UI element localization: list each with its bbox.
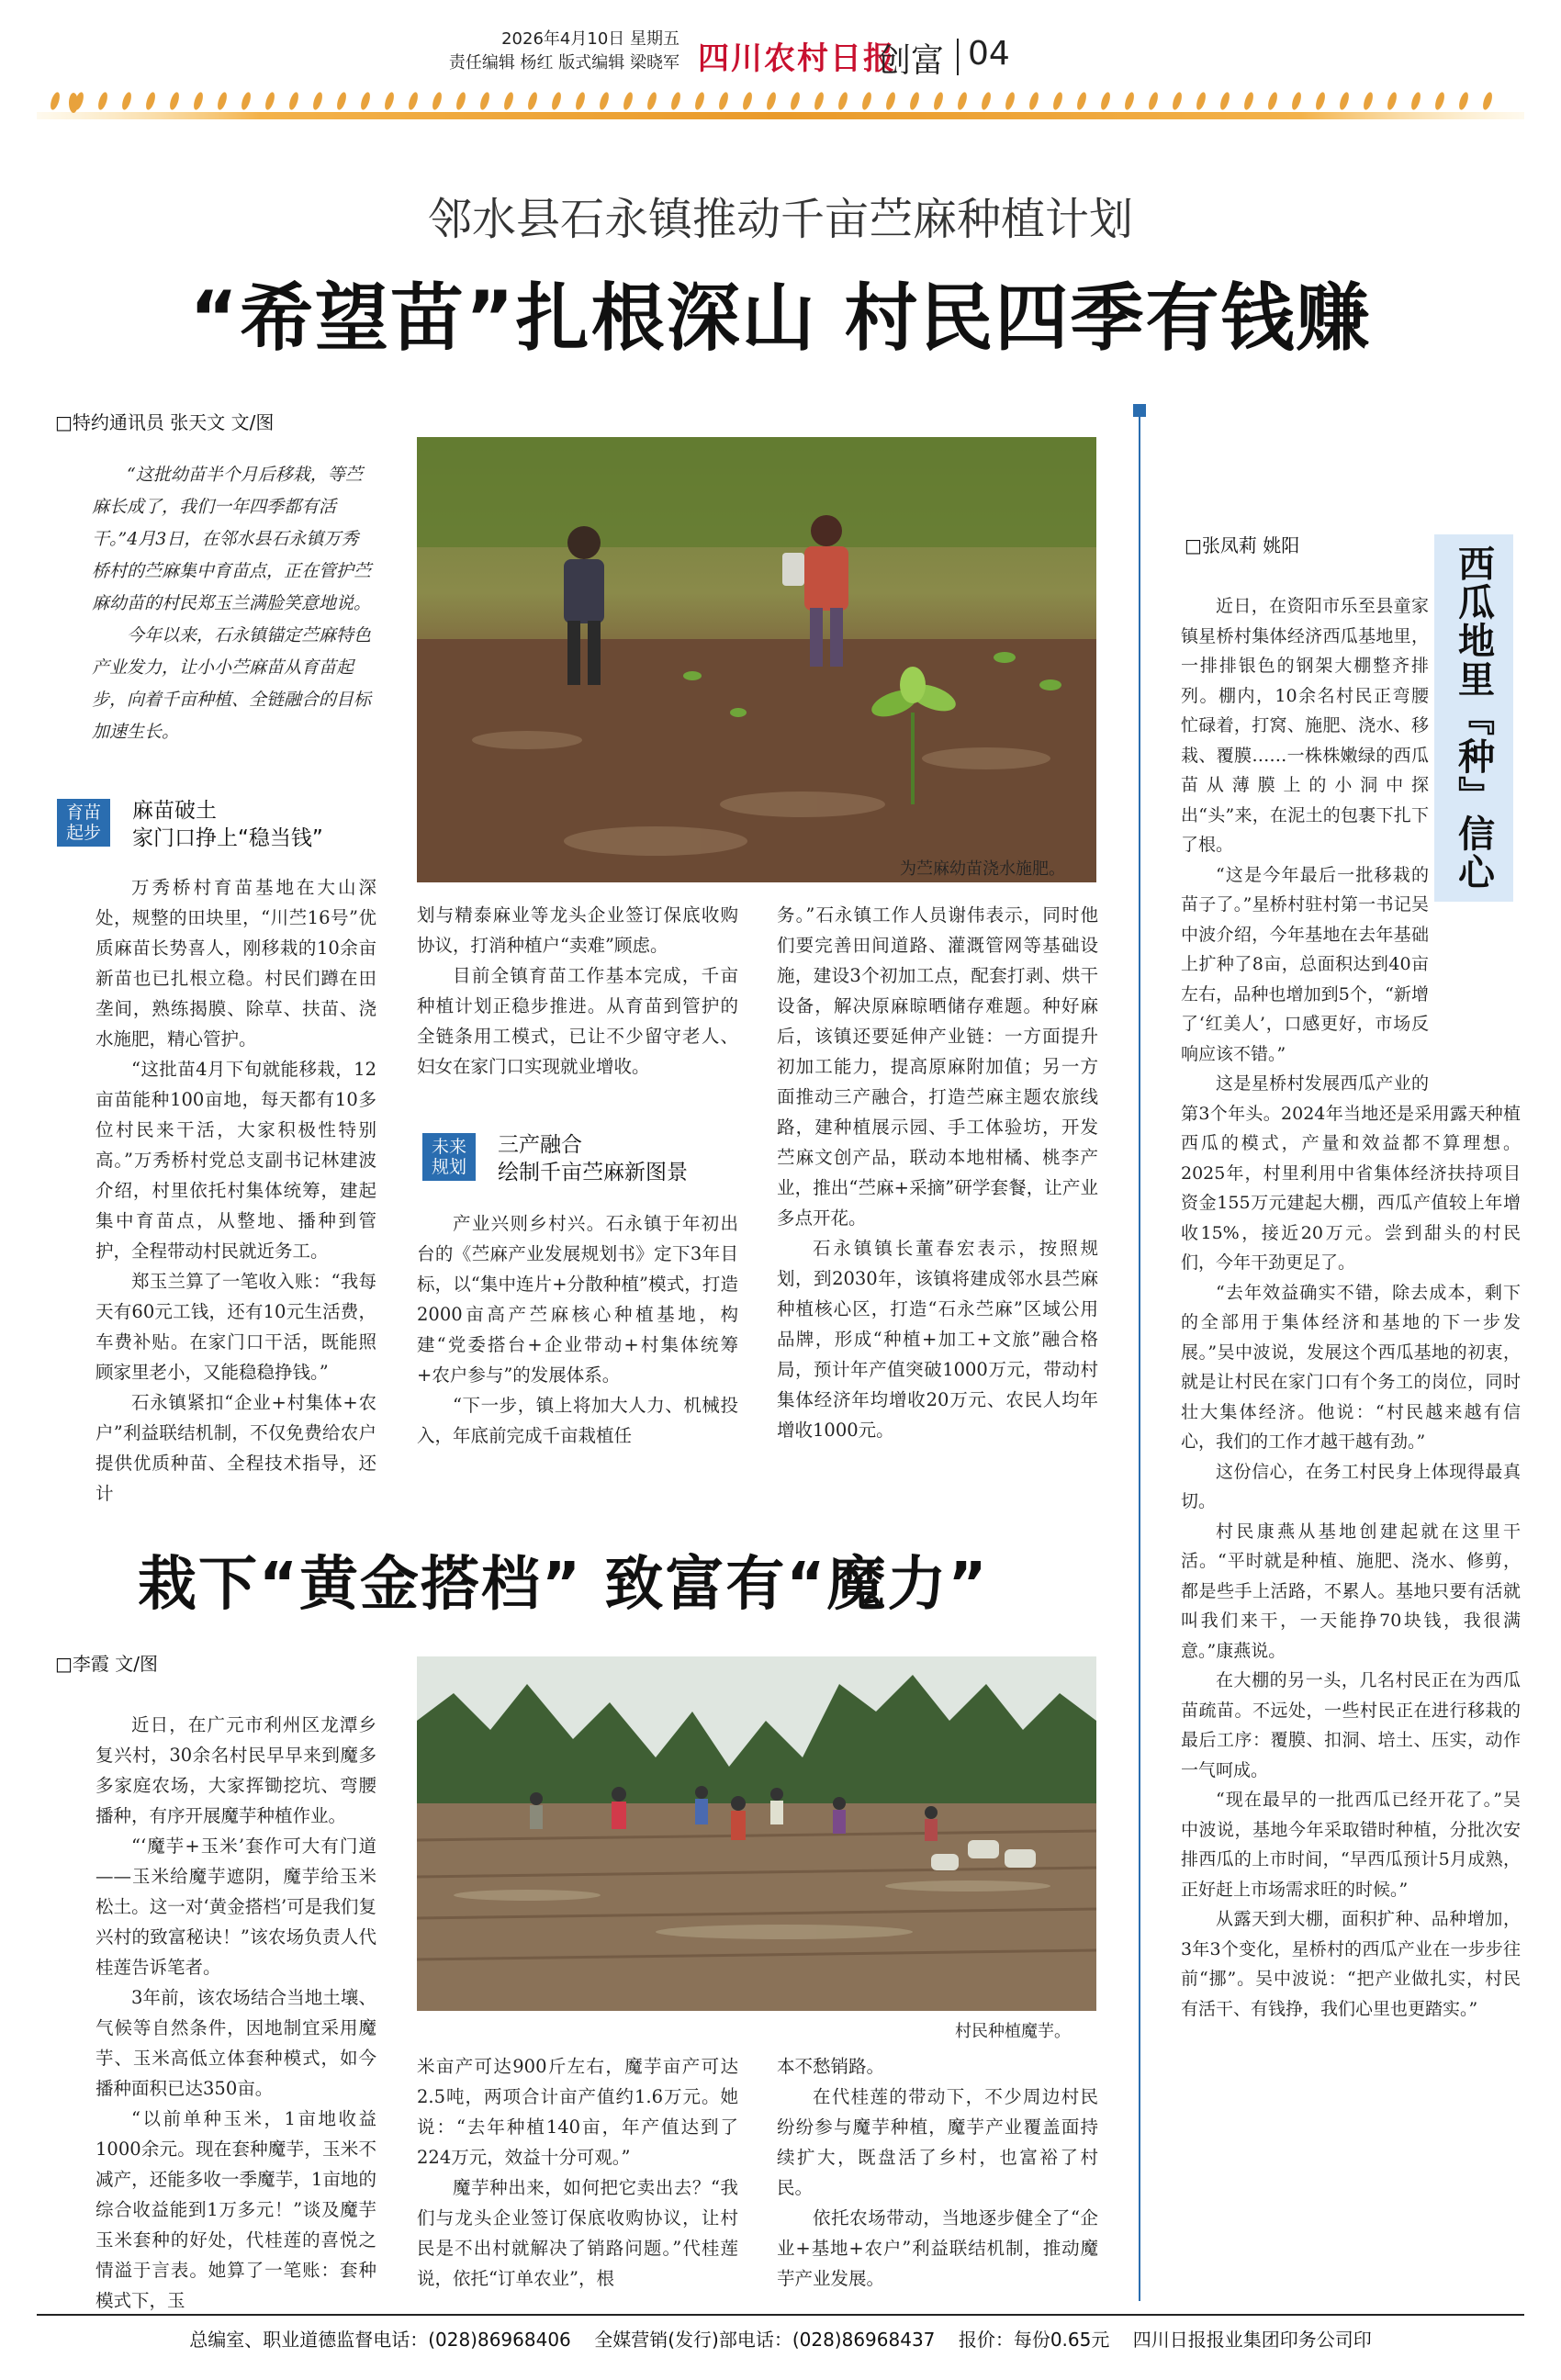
title-wrap-space [1429, 591, 1521, 1087]
paragraph: 在代桂莲的带动下，不少周边村民纷纷参与魔芋种植，魔芋产业覆盖面持续扩大，既盘活了乡村，也富裕了村民。 [777, 2086, 1098, 2198]
main-column-2a [417, 900, 738, 1082]
section-name: 创富 [878, 42, 945, 80]
main-column-3 [777, 900, 1098, 1445]
paragraph: 这份信心，在务工村民身上体现得最真切。 [1181, 1461, 1521, 1511]
date-line: 2026年4月10日 星期五 [501, 29, 679, 49]
masthead-logo: 四川农村日报 [698, 40, 896, 77]
tag-line: 规划 [431, 1157, 466, 1177]
sidebar-column [1181, 591, 1521, 2024]
paragraph: 郑玉兰算了一笔收入账：“我每天有60元工钱，还有10元生活费，车费补贴。在家门口干活，既能照顾家里老小，又能稳稳挣钱。” [95, 1271, 376, 1383]
lead-paragraph: 今年以来，石永镇锚定苎麻特色产业发力，让小小苎麻苗从育苗起步，向着千亩种植、全链融合的目标加速生长。 [92, 625, 372, 742]
paragraph: 本不愁销路。 [777, 2056, 885, 2077]
main-column-1 [95, 872, 376, 1509]
paragraph: 产业兴则乡村兴。石永镇于年初出台的《苎麻产业发展规划书》定下3年目标，以“集中连片+分散种植”模式，打造2000亩高产苎麻核心种植基地，构建“党委搭台+企业带动+村集体统筹+农户参与”的发展体系。 [417, 1213, 738, 1386]
paragraph: “现在最早的一批西瓜已经开花了。”吴中波说，基地今年采取错时种植，分批次安排西瓜的上市时间，“早西瓜预计5月成熟，正好赶上市场需求旺的时候。” [1181, 1790, 1521, 1900]
paragraph: 划与精泰麻业等龙头企业签订保底收购协议，打消种植户“卖难”顾虑。 [417, 904, 738, 956]
ramie-seedling-photo [417, 437, 1096, 882]
editors-line: 责任编辑 杨红 版式编辑 梁晓军 [448, 53, 679, 73]
paragraph: 米亩产可达900斤左右，魔芋亩产可达2.5吨，两项合计亩产值约1.6万元。她说：“去年种植140亩，年产值达到了224万元，效益十分可观。” [417, 2056, 738, 2168]
paragraph: 从露天到大棚，面积扩种、品种增加，3年3个变化，星桥村的西瓜产业在一步步往前“挪”。吴中波说：“把产业做扎实，村民有活干、有钱挣，我们心里也更踏实。” [1181, 1909, 1521, 2019]
paragraph: “这是今年最后一批移栽的苗子了。”星桥村驻村第一书记吴中波介绍，今年基地在去年基础上扩种了8亩，总面积达到40亩左右，品种也增加到5个，“新增了‘红美人’，口感更好，市场反响应该不错。” [1181, 864, 1429, 1064]
second-byline: □李霞 文/图 [55, 1653, 158, 1675]
main-byline: □特约通讯员 张天文 文/图 [55, 411, 275, 433]
lead-paragraph: “这批幼苗半个月后移栽，等苎麻长成了，我们一年四季都有活干。”4月3日，在邻水县石永镇万秀桥村的苎麻集中育苗点，正在管护苎麻幼苗的村民郑玉兰满脸笑意地说。 [92, 465, 372, 613]
section-tag-future [422, 1133, 476, 1181]
konjac-planting-photo [417, 1656, 1096, 2011]
paragraph: “下一步，镇上将加大人力、机械投入，年底前完成千亩栽植任 [417, 1395, 738, 1446]
header-info [367, 28, 679, 75]
main-lead [92, 459, 375, 748]
subhead-seedling [132, 797, 323, 852]
wheat-banner-decoration [37, 88, 1524, 129]
paragraph: 这是星桥村发展西瓜产业的第3个年头。2024年当地还是采用露天种植西瓜的模式，产量和效益都不算理想。2025年，村里利用中省集体经济扶持项目资金155万元建起大棚，西瓜产值较上年增收15%，接近20万元。尝到甜头的村民们，今年干劲更足了。 [1181, 1073, 1521, 1273]
sidebar-title: 西瓜地里『种』信心 [1452, 544, 1495, 892]
paragraph: “‘魔芋+玉米’套作可大有门道——玉米给魔芋遮阴，魔芋给玉米松土。这一对‘黄金搭档’可是我们复兴村的致富秘诀！”该农场负责人代桂莲告诉笔者。 [95, 1836, 376, 1978]
main-kicker: 邻水县石永镇推动千亩苎麻种植计划 [427, 194, 1133, 245]
paragraph: 近日，在广元市利州区龙潭乡复兴村，30余名村民早早来到魔多多家庭农场，大家挥锄挖坑、弯腰播种，有序开展魔芋种植作业。 [95, 1714, 376, 1826]
paragraph: 万秀桥村育苗基地在大山深处，规整的田块里，“川苎16号”优质麻苗长势喜人，刚移栽的10余亩新苗也已扎根立稳。村民们蹲在田垄间，熟练揭膜、除草、扶苗、浇水施肥，精心管护。 [95, 877, 376, 1050]
main-headline: “希望苗”扎根深山 村民四季有钱赚 [189, 275, 1372, 361]
paragraph: “以前单种玉米，1亩地收益1000余元。现在套种魔芋，玉米不减产，还能多收一季魔芋，1亩地的综合收益能到1万多元！”谈及魔芋玉米套种的好处，代桂莲的喜悦之情溢于言表。她算了一笔账：套种模式下，玉 [95, 2108, 376, 2311]
paragraph: 3年前，该农场结合当地土壤、气候等自然条件，因地制宜采用魔芋、玉米高低立体套种模式，如今播种面积已达350亩。 [95, 1987, 376, 2099]
paragraph: 石永镇紧扣“企业+村集体+农户”利益联结机制，不仅免费给农户提供优质种苗、全程技术指导，还计 [95, 1392, 376, 1504]
section-tag-seedling [57, 799, 110, 847]
footer-rule [37, 2314, 1524, 2316]
page-number: 04 [968, 35, 1010, 73]
subhead-line: 麻苗破土 [132, 799, 217, 823]
tag-line: 育苗 [65, 803, 101, 823]
subhead-future [498, 1131, 688, 1186]
subhead-line: 三产融合 [498, 1133, 582, 1157]
paragraph: 务。”石永镇工作人员谢伟表示，同时他们要完善田间道路、灌溉管网等基础设施，建设3个初加工点，配套打剥、烘干设备，解决原麻晾晒储存难题。种好麻后，该镇还要延伸产业链：一方面提升初加工能力，提高原麻附加值；另一方面推动三产融合，打造苎麻主题农旅线路，建种植展示园、手工体验坊，开发苎麻文创产品，联动本地柑橘、桃李产业，推出“苎麻+采摘”研学套餐，让产业多点开花。 [777, 904, 1098, 1229]
paragraph: 近日，在资阳市乐至县童家镇星桥村集体经济西瓜基地里，一排排银色的钢架大棚整齐排列。棚内，10余名村民正弯腰忙碌着，打窝、施肥、浇水、移栽、覆膜……一株株嫩绿的西瓜苗从薄膜上的小洞中探出“头”来，在泥土的包裹下扎下了根。 [1181, 596, 1429, 855]
subhead-line: 绘制千亩苎麻新图景 [498, 1161, 688, 1184]
paragraph: 魔芋种出来，如何把它卖出去？“我们与龙头企业签订保底收购协议，让村民是不出村就解决了销路问题。”代桂莲说，依托“订单农业”，根 [417, 2177, 738, 2289]
konjac-photo-caption: 村民种植魔芋。 [955, 2022, 1071, 2041]
page-divider [957, 39, 959, 75]
sidebar-divider [1139, 410, 1140, 2301]
paragraph: 目前全镇育苗工作基本完成，千亩种植计划正稳步推进。从育苗到管护的全链条用工模式，已让不少留守老人、妇女在家门口实现就业增收。 [417, 965, 738, 1077]
second-column-2 [417, 2051, 738, 2294]
divider-cap [1133, 404, 1146, 417]
second-column-3 [777, 2051, 1098, 2294]
second-headline: 栽下“黄金搭档” 致富有“魔力” [138, 1551, 989, 1619]
footer-info: 总编室、职业道德监督电话：(028)86968406 全媒营销(发行)部电话：(028)86968437 报价：每份0.65元 四川日报报业集团印务公司印 [189, 2329, 1372, 2351]
paragraph: 村民康燕从基地创建起就在这里干活。“平时就是种植、施肥、浇水、修剪，都是些手上活路，不累人。基地只要有活就叫我们来干，一天能挣70块钱，我很满意。”康燕说。 [1181, 1521, 1521, 1661]
paragraph: “这批苗4月下旬就能移栽，12亩苗能种100亩地，每天都有10多位村民来干活，大家积极性特别高。”万秀桥村党总支副书记林建波介绍，村里依托村集体统筹，建起集中育苗点，从整地、播种到管护，全程带动村民就近务工。 [95, 1059, 376, 1262]
sidebar-byline: □张凤莉 姚阳 [1185, 534, 1300, 556]
ramie-photo-caption: 为苎麻幼苗浇水施肥。 [900, 859, 1065, 879]
main-column-2b [417, 1208, 738, 1451]
paragraph: 石永镇镇长董春宏表示，按照规划，到2030年，该镇将建成邻水县苎麻种植核心区，打造“石永苎麻”区域公用品牌，形成“种植+加工+文旅”融合格局，预计年产值突破1000万元，带动村集体经济年均增收20万元、农民人均年增收1000元。 [777, 1238, 1098, 1441]
paragraph: 依托农场带动，当地逐步健全了“企业+基地+农户”利益联结机制，推动魔芋产业发展。 [777, 2207, 1098, 2289]
tag-line: 未来 [431, 1137, 466, 1157]
tag-line: 起步 [65, 823, 101, 843]
paragraph: “去年效益确实不错，除去成本，剩下的全部用于集体经济和基地的下一步发展。”吴中波说，发展这个西瓜基地的初衷，就是让村民在家门口有个务工的岗位，同时壮大集体经济。他说：“村民越来越有信心，我们的工作才越干越有劲。” [1181, 1282, 1521, 1452]
subhead-line: 家门口挣上“稳当钱” [132, 826, 323, 850]
second-column-1 [95, 1710, 376, 2316]
paragraph: 在大棚的另一头，几名村民正在为西瓜苗疏苗。不远处，一些村民正在进行移栽的最后工序：覆膜、扣洞、培土、压实，动作一气呵成。 [1181, 1670, 1521, 1780]
